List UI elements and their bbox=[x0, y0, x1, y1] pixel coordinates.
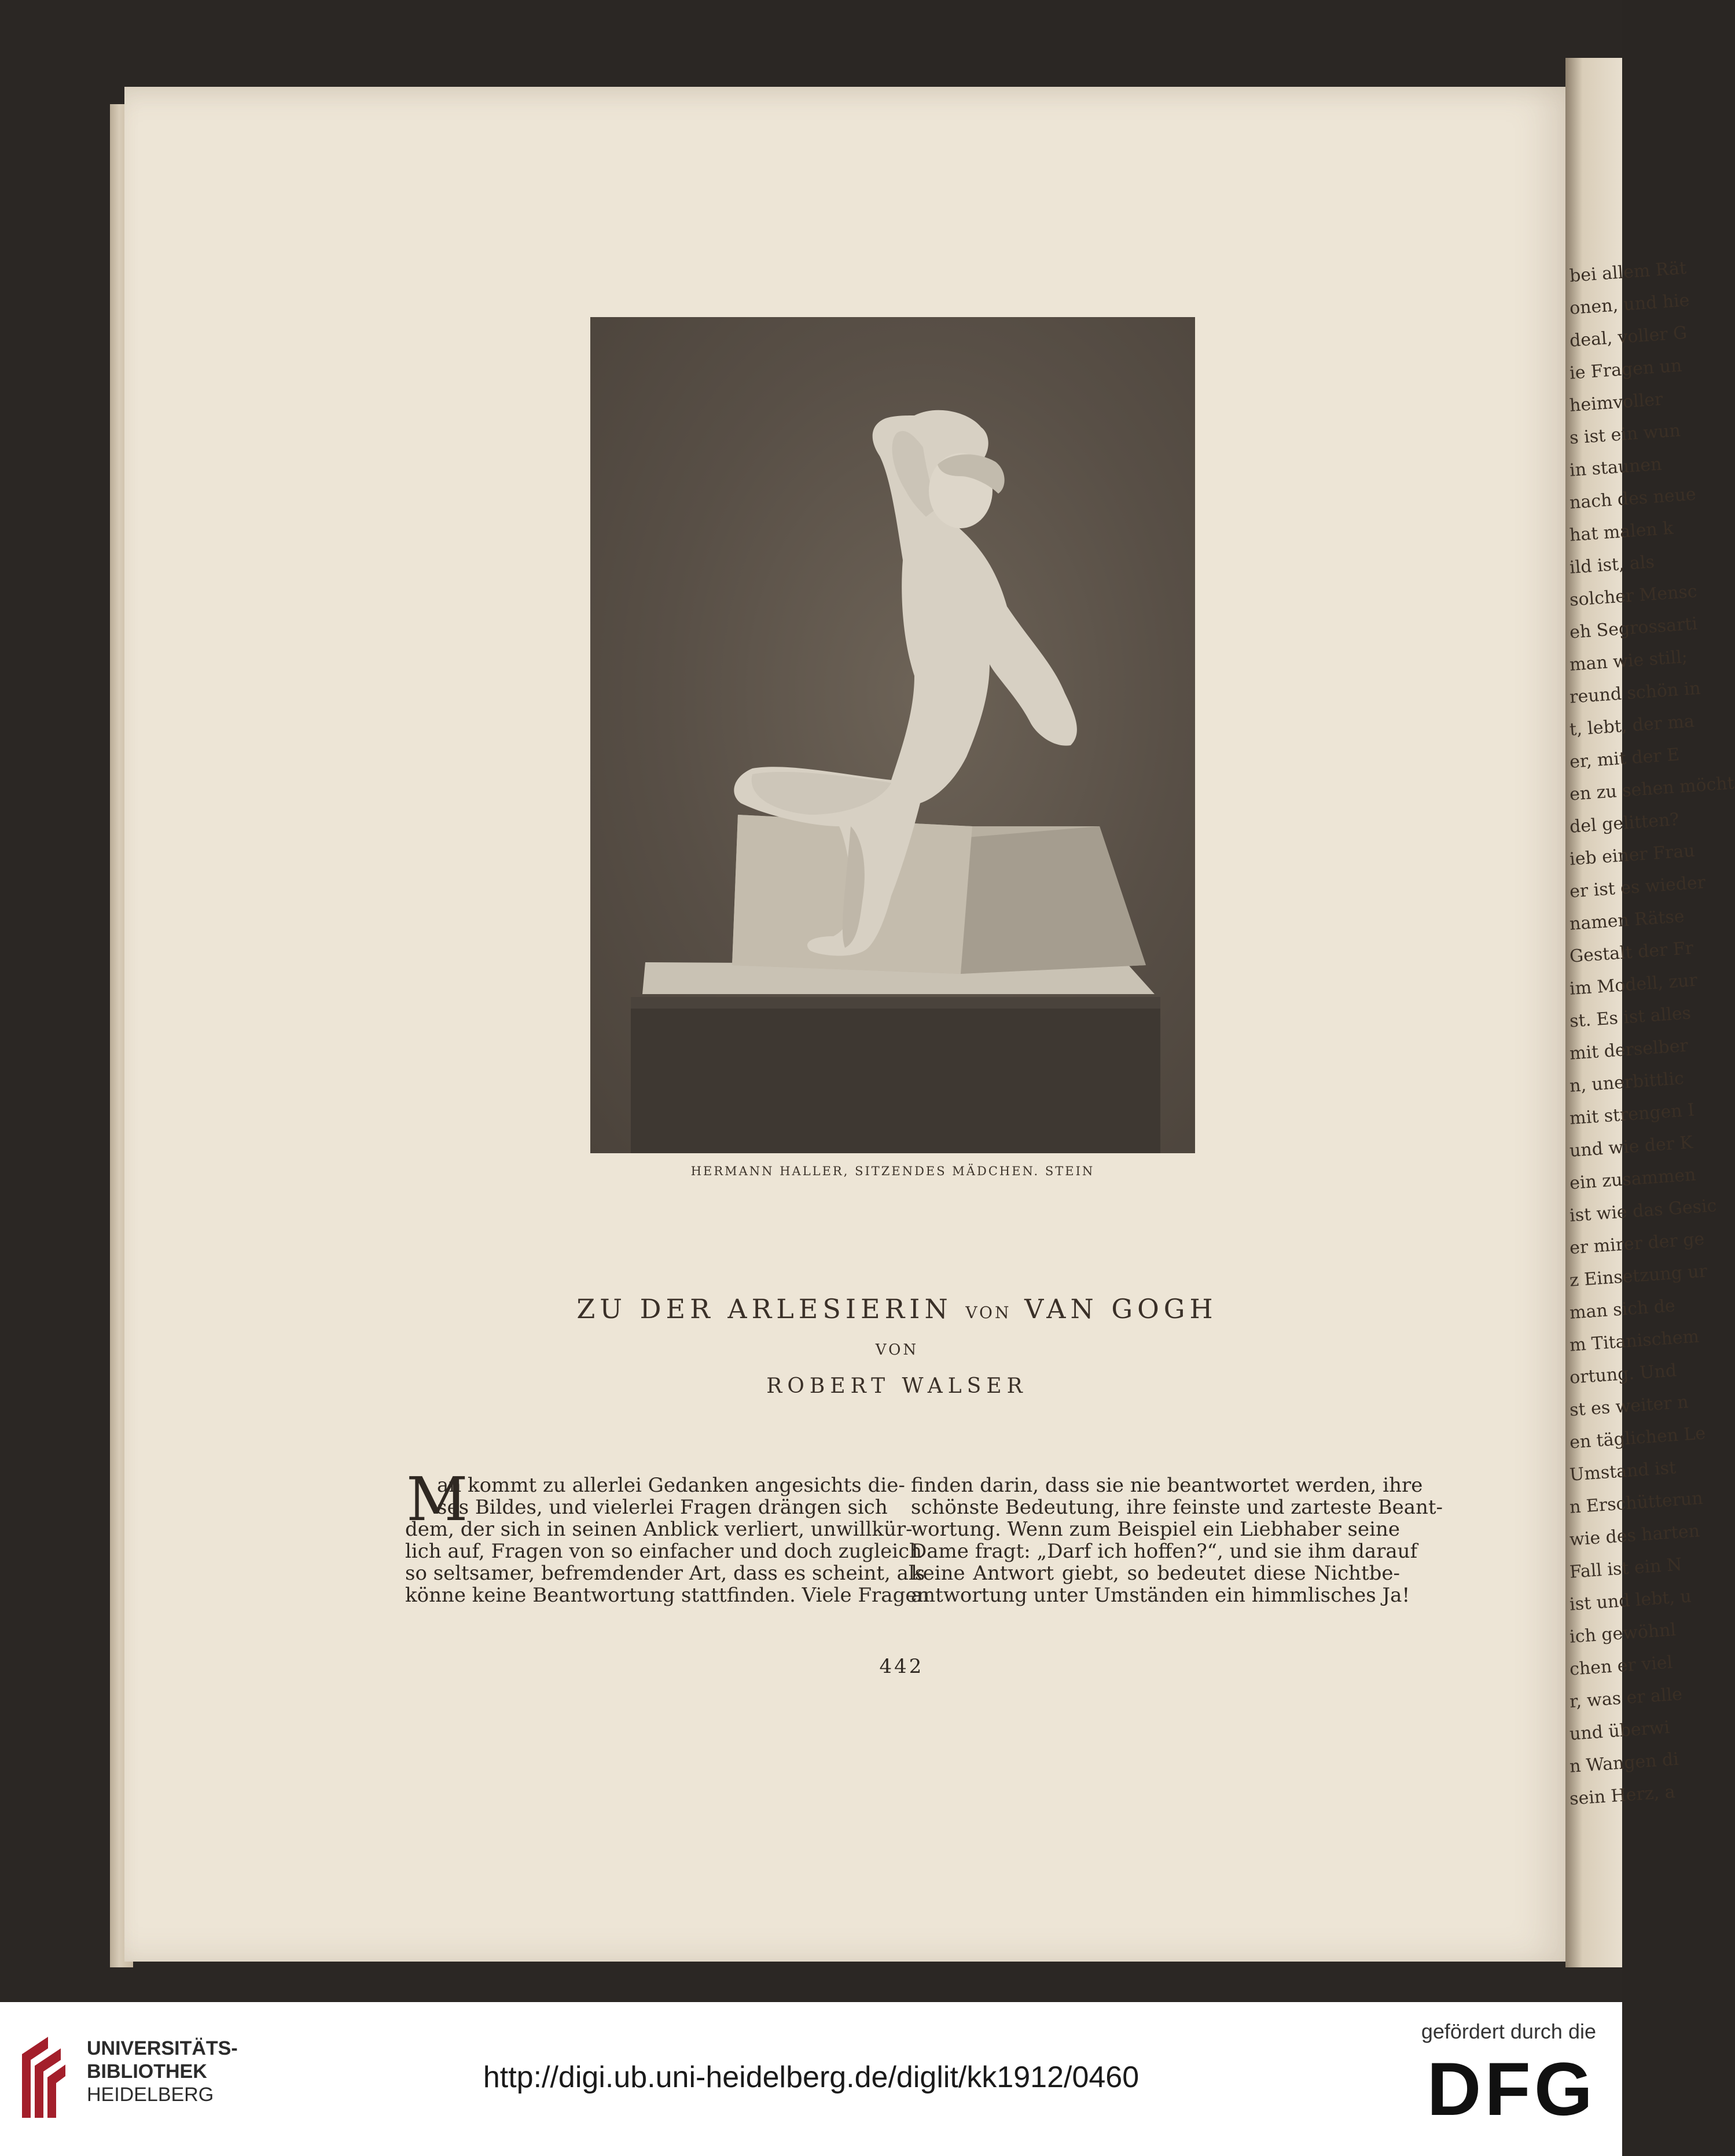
adjacent-page-fragment: del gelitten? bbox=[1569, 809, 1680, 837]
adjacent-page bbox=[1565, 58, 1735, 1967]
institution-line-2: BIBLIOTHEK bbox=[87, 2061, 207, 2083]
text-line: Dame fragt: „Darf ich hoffen?“, und sie ihm darauf bbox=[911, 1540, 1418, 1563]
adjacent-page-fragment: er ist es wieder bbox=[1569, 872, 1707, 902]
adjacent-page-fragment: sein Herz, a bbox=[1569, 1782, 1676, 1809]
adjacent-page-fragment: n Wangen di bbox=[1569, 1749, 1679, 1777]
byline-von: VON bbox=[875, 1341, 919, 1359]
adjacent-page-fragment: ortung. Und bbox=[1569, 1360, 1678, 1388]
drop-cap: M bbox=[406, 1464, 468, 1535]
text-line: dem, der sich in seinen Anblick verliert, unwillkür- bbox=[405, 1518, 913, 1541]
adjacent-page-fragment: z Einsetzung ur bbox=[1569, 1261, 1708, 1291]
text-line: schönste Bedeutung, ihre feinste und zarteste Beant- bbox=[911, 1496, 1443, 1519]
adjacent-page-fragment: wie des harten bbox=[1569, 1521, 1701, 1550]
adjacent-page-fragment: und wie der K bbox=[1569, 1132, 1694, 1161]
text-line: an kommt zu allerlei Gedanken angesichts die- bbox=[437, 1474, 905, 1497]
adjacent-page-fragment: en zu sehen möcht bbox=[1569, 773, 1735, 805]
text-line: ses Bildes, und vielerlei Fragen drängen sich bbox=[437, 1496, 888, 1519]
viewer-footer bbox=[0, 2002, 1622, 2156]
adjacent-page-fragment: n Erschütterun bbox=[1569, 1488, 1704, 1518]
adjacent-page-fragment: ie Fragen un bbox=[1569, 355, 1683, 384]
adjacent-page-fragment: s ist ein wun bbox=[1569, 420, 1682, 448]
adjacent-page-fragment: en täglichen Le bbox=[1569, 1423, 1707, 1453]
adjacent-page-fragment: ist und lebt, u bbox=[1569, 1586, 1692, 1615]
adjacent-page-fragment: heimvoller bbox=[1569, 389, 1664, 416]
dfg-logo: DFG bbox=[1427, 2047, 1596, 2131]
adjacent-page-fragment: und überwi bbox=[1569, 1717, 1671, 1745]
adjacent-page-fragment: mit strengen I bbox=[1569, 1099, 1696, 1129]
text-line: keine Antwort giebt, so bedeutet diese Nichtbe- bbox=[911, 1562, 1400, 1585]
adjacent-page-fragment: m Titanischem bbox=[1569, 1326, 1700, 1356]
seated-girl-sculpture-image bbox=[590, 317, 1195, 1153]
adjacent-page-fragment: im Modell, zur bbox=[1569, 970, 1698, 999]
adjacent-page-fragment: in staunen bbox=[1569, 454, 1663, 481]
text-line: könne keine Beantwortung stattfinden. Viele Fragen bbox=[405, 1584, 930, 1607]
adjacent-page-fragment: hat malen k bbox=[1569, 518, 1674, 546]
adjacent-page-fragment: ich gewöhnl bbox=[1569, 1620, 1677, 1647]
text-line: so seltsamer, befremdender Art, dass es scheint, als bbox=[405, 1562, 925, 1585]
adjacent-page-fragment: bei allem Rät bbox=[1569, 257, 1688, 286]
sculpture-photograph bbox=[590, 317, 1195, 1153]
title-part-2: VAN GOGH bbox=[1011, 1293, 1218, 1324]
title-part-1: ZU DER ARLESIERIN bbox=[576, 1293, 966, 1324]
title-von: VON bbox=[965, 1303, 1012, 1322]
funding-label: gefördert durch die bbox=[1421, 2019, 1596, 2043]
adjacent-page-fragment: solcher Mensc bbox=[1569, 581, 1698, 610]
article-title bbox=[347, 1293, 1447, 1324]
adjacent-page-fragment: st. Es ist alles bbox=[1569, 1003, 1692, 1032]
adjacent-page-fragment: Fall ist ein N bbox=[1569, 1554, 1683, 1583]
article-author: ROBERT WALSER bbox=[766, 1374, 1028, 1398]
text-line: antwortung unter Umständen ein himmlisches Ja! bbox=[911, 1584, 1410, 1607]
text-line: finden darin, dass sie nie beantwortet werden, ihre bbox=[911, 1474, 1423, 1497]
adjacent-page-fragment: er, mit der E bbox=[1569, 744, 1681, 772]
adjacent-page-fragment: man wie still; bbox=[1569, 646, 1689, 675]
adjacent-page-fragment: ieb einer Frau bbox=[1569, 840, 1696, 870]
adjacent-page-fragment: ist wie das Gesic bbox=[1569, 1195, 1718, 1226]
institution-line-1: UNIVERSITÄTS- bbox=[87, 2037, 238, 2059]
adjacent-page-fragment: deal, voller G bbox=[1569, 322, 1688, 351]
adjacent-page-fragment: ild ist, als bbox=[1569, 551, 1656, 578]
adjacent-page-fragment: st es weiter n bbox=[1569, 1392, 1689, 1421]
adjacent-page-fragment: chen er viel bbox=[1569, 1652, 1674, 1680]
adjacent-page-fragment: mit derselber bbox=[1569, 1035, 1689, 1064]
text-line: lich auf, Fragen von so einfacher und doch zugleich bbox=[405, 1540, 922, 1563]
institution-line-3: HEIDELBERG bbox=[87, 2084, 214, 2106]
adjacent-page-fragment: Umstand ist bbox=[1569, 1458, 1677, 1485]
adjacent-page-fragment: man sich de bbox=[1569, 1296, 1676, 1323]
adjacent-page-fragment: reund schön in bbox=[1569, 678, 1701, 708]
permalink-url[interactable]: http://digi.ub.uni-heidelberg.de/diglit/kk1912/0460 bbox=[483, 2061, 1139, 2094]
adjacent-page-fragment: Gestalt der Fr bbox=[1569, 938, 1694, 967]
image-caption: HERMANN HALLER, SITZENDES MÄDCHEN. STEIN bbox=[690, 1164, 1095, 1178]
adjacent-page-fragment: onen, und hie bbox=[1569, 290, 1690, 319]
adjacent-page-fragment: ein zusammen bbox=[1569, 1164, 1697, 1194]
adjacent-page-fragment: nach des neue bbox=[1569, 484, 1697, 513]
adjacent-page-fragment: namen Rätse bbox=[1569, 906, 1685, 934]
text-line: wortung. Wenn zum Beispiel ein Liebhaber seine bbox=[911, 1518, 1400, 1541]
text-column-right bbox=[911, 1474, 1443, 1607]
page-number: 442 bbox=[879, 1655, 924, 1678]
adjacent-page-fragment: eh Segrossarti bbox=[1569, 613, 1699, 643]
adjacent-page-fragment: r, was er alle bbox=[1569, 1684, 1683, 1712]
text-column-left bbox=[405, 1474, 930, 1607]
adjacent-page-fragment: t, lebt, der ma bbox=[1569, 711, 1695, 740]
adjacent-page-fragment: er mirer der ge bbox=[1569, 1228, 1705, 1259]
adjacent-page-fragment: n, unerbittlic bbox=[1569, 1068, 1685, 1097]
